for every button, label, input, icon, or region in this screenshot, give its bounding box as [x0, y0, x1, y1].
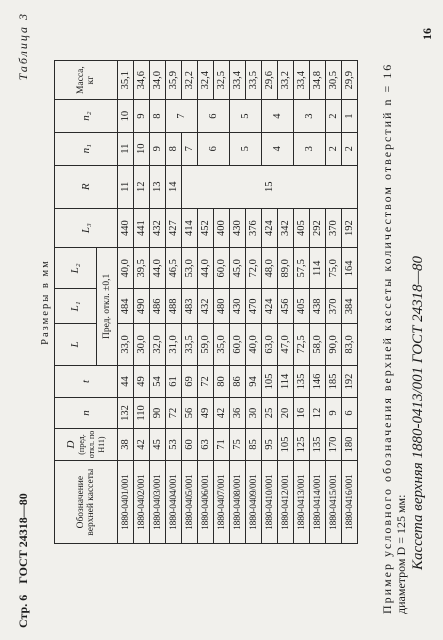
cell-L: 47,0 [278, 324, 294, 365]
cell-L2: 46,5 [166, 248, 182, 289]
cell-des: 1880-0410/001 [262, 461, 278, 544]
cell-L1: 432 [198, 289, 214, 324]
cell-des: 1880-0405/001 [182, 461, 198, 544]
cell-L3: 342 [278, 209, 294, 248]
cell-mass: 34,8 [310, 61, 326, 100]
cell-n: 20 [278, 398, 294, 428]
col-R: R [55, 165, 118, 209]
cell-des: 1880-0416/001 [342, 461, 358, 544]
cell-L1: 486 [150, 289, 166, 324]
cell-R: 11 [118, 165, 134, 209]
cell-L: 90,0 [326, 324, 342, 365]
col-L3: L₃ [55, 209, 118, 248]
cell-n1: 3 [294, 132, 326, 165]
cell-L2: 60,0 [214, 248, 230, 289]
cell-des: 1880-0415/001 [326, 461, 342, 544]
cell-D: 75 [230, 428, 246, 461]
col-L1: L₁ [55, 289, 97, 324]
col-t: t [55, 365, 118, 398]
col-n1: n₁ [55, 132, 118, 165]
cell-R: 13 [150, 165, 166, 209]
cell-n1: 7 [182, 132, 198, 165]
cell-des: 1880-0401/001 [118, 461, 134, 544]
designation-example [380, 14, 408, 614]
table-body [118, 61, 358, 544]
cell-t: 49 [134, 365, 150, 398]
cell-n1: 2 [326, 132, 342, 165]
cell-L: 33,0 [118, 324, 134, 365]
cell-t: 61 [166, 365, 182, 398]
table-row [230, 61, 246, 544]
cell-n: 132 [118, 398, 134, 428]
cell-L: 60,0 [230, 324, 246, 365]
cassette-designation: Кассета верхняя 1880-0413/001 ГОСТ 24318—80 [410, 256, 426, 570]
cell-L1: 424 [262, 289, 278, 324]
col-L2: L₂ [55, 248, 97, 289]
cell-L1: 470 [246, 289, 262, 324]
cell-t: 192 [342, 365, 358, 398]
cell-L: 40,0 [246, 324, 262, 365]
cell-D: 53 [166, 428, 182, 461]
cell-L3: 430 [230, 209, 246, 248]
cell-n1: 5 [230, 132, 262, 165]
cell-n: 90 [150, 398, 166, 428]
cell-R: 12 [134, 165, 150, 209]
cell-n: 6 [342, 398, 358, 428]
cell-L3: 440 [118, 209, 134, 248]
cell-D: 85 [246, 428, 262, 461]
cell-t: 80 [214, 365, 230, 398]
cell-t: 105 [262, 365, 278, 398]
cell-D: 60 [182, 428, 198, 461]
cell-des: 1880-0404/001 [166, 461, 182, 544]
cell-t: 69 [182, 365, 198, 398]
cell-des: 1880-0406/001 [198, 461, 214, 544]
cell-n: 16 [294, 398, 310, 428]
cell-mass: 35,1 [118, 61, 134, 100]
cell-L3: 192 [342, 209, 358, 248]
cell-n2: 10 [118, 100, 134, 133]
cell-D: 63 [198, 428, 214, 461]
cell-des: 1880-0412/001 [278, 461, 294, 544]
cell-des: 1880-0402/001 [134, 461, 150, 544]
cell-L2: 44,0 [198, 248, 214, 289]
cell-des: 1880-0403/001 [150, 461, 166, 544]
cell-L3: 427 [166, 209, 182, 248]
cell-mass: 35,9 [166, 61, 182, 100]
table-row [198, 61, 214, 544]
col-mass: Масса, кг [55, 61, 118, 100]
tolerance-note: Пред. откл. ±0,1 [97, 248, 118, 365]
cell-L3: 400 [214, 209, 230, 248]
cell-L3: 405 [294, 209, 310, 248]
cell-des: 1880-0413/001 [294, 461, 310, 544]
cell-t: 86 [230, 365, 246, 398]
cell-mass: 29,9 [342, 61, 358, 100]
table-row [294, 61, 310, 544]
cell-L3: 414 [182, 209, 198, 248]
cell-L2: 45,0 [230, 248, 246, 289]
cell-L: 59,0 [198, 324, 214, 365]
cell-L1: 456 [278, 289, 294, 324]
table-row [342, 61, 358, 544]
cell-n: 30 [246, 398, 262, 428]
cell-mass: 33,2 [278, 61, 294, 100]
gost-label: ГОСТ 24318—80 [16, 493, 30, 584]
cell-mass: 33,4 [294, 61, 310, 100]
cell-R-merged: 15 [182, 165, 358, 209]
cell-n: 72 [166, 398, 182, 428]
dimensions-title: Размеры в мм [40, 259, 51, 345]
cell-n2: 1 [342, 100, 358, 133]
cell-L: 32,0 [150, 324, 166, 365]
cell-n1: 9 [150, 132, 166, 165]
cell-L: 30,0 [134, 324, 150, 365]
cell-L2: 72,0 [246, 248, 262, 289]
cell-D: 105 [278, 428, 294, 461]
cell-t: 44 [118, 365, 134, 398]
cell-L3: 432 [150, 209, 166, 248]
cell-L1: 488 [166, 289, 182, 324]
cell-n2: 8 [150, 100, 166, 133]
cell-L1: 438 [310, 289, 326, 324]
cell-L1: 484 [118, 289, 134, 324]
cell-n: 25 [262, 398, 278, 428]
cell-t: 135 [294, 365, 310, 398]
cell-n1: 10 [134, 132, 150, 165]
cell-D: 180 [342, 428, 358, 461]
cell-D: 95 [262, 428, 278, 461]
cell-mass: 33,5 [246, 61, 262, 100]
cell-L1: 483 [182, 289, 198, 324]
cell-L: 35,0 [214, 324, 230, 365]
cell-t: 72 [198, 365, 214, 398]
cell-D: 135 [310, 428, 326, 461]
table-header [55, 61, 118, 544]
cell-mass: 32,2 [182, 61, 198, 100]
table-row [166, 61, 182, 544]
cell-n: 9 [326, 398, 342, 428]
cell-L1: 480 [214, 289, 230, 324]
cell-n2: 2 [326, 100, 342, 133]
example-lead: Пример условного обозначения верхней кассеты количеством отверстий n = 16 [380, 62, 394, 614]
cell-n1: 11 [118, 132, 134, 165]
cell-L2: 44,0 [150, 248, 166, 289]
cell-mass: 29,6 [262, 61, 278, 100]
table-row [134, 61, 150, 544]
page-label: Стр. 6 [16, 594, 30, 628]
cell-L: 58,0 [310, 324, 326, 365]
cell-L2: 57,5 [294, 248, 310, 289]
col-L: L [55, 324, 97, 365]
page-header [16, 12, 31, 628]
dimensions-table [54, 60, 358, 544]
cell-n: 56 [182, 398, 198, 428]
cell-L: 83,0 [342, 324, 358, 365]
cell-t: 185 [326, 365, 342, 398]
page-number: 16 [420, 28, 434, 40]
cell-mass: 30,5 [326, 61, 342, 100]
cell-mass: 34,0 [150, 61, 166, 100]
cell-n2: 4 [262, 100, 294, 133]
table-label: Таблица 3 [16, 12, 30, 81]
cell-L3: 441 [134, 209, 150, 248]
cell-L1: 370 [326, 289, 342, 324]
cell-L2: 39,5 [134, 248, 150, 289]
cell-n: 49 [198, 398, 214, 428]
dimensions-table-wrap [54, 60, 358, 544]
cell-n1: 8 [166, 132, 182, 165]
cell-L1: 490 [134, 289, 150, 324]
cell-D: 38 [118, 428, 134, 461]
cell-D: 42 [134, 428, 150, 461]
table-row [326, 61, 342, 544]
col-n2: n₂ [55, 100, 118, 133]
cell-des: 1880-0414/001 [310, 461, 326, 544]
example-tail: диаметром D = 125 мм: [394, 494, 408, 614]
cell-des: 1880-0407/001 [214, 461, 230, 544]
cell-n: 12 [310, 398, 326, 428]
cell-n2: 5 [230, 100, 262, 133]
cell-n2: 9 [134, 100, 150, 133]
cell-n: 42 [214, 398, 230, 428]
cell-L3: 424 [262, 209, 278, 248]
cell-n: 110 [134, 398, 150, 428]
cell-t: 94 [246, 365, 262, 398]
col-designation: Обозначение верхней кассеты [55, 461, 118, 544]
cell-n: 36 [230, 398, 246, 428]
cell-L3: 292 [310, 209, 326, 248]
col-n: n [55, 398, 118, 428]
table-row [262, 61, 278, 544]
cell-L2: 75,0 [326, 248, 342, 289]
cell-L2: 164 [342, 248, 358, 289]
cell-L1: 405 [294, 289, 310, 324]
cell-n1: 2 [342, 132, 358, 165]
cell-n2: 7 [166, 100, 198, 133]
cell-des: 1880-0409/001 [246, 461, 262, 544]
cell-n2: 6 [198, 100, 230, 133]
table-row [150, 61, 166, 544]
cell-n1: 4 [262, 132, 294, 165]
cell-t: 114 [278, 365, 294, 398]
cell-mass: 32,4 [198, 61, 214, 100]
cell-L2: 114 [310, 248, 326, 289]
cell-t: 146 [310, 365, 326, 398]
col-D: D (пред. откл. по H11) [55, 428, 118, 461]
cell-D: 125 [294, 428, 310, 461]
cell-L3: 376 [246, 209, 262, 248]
cell-mass: 33,4 [230, 61, 246, 100]
cell-L: 72,5 [294, 324, 310, 365]
cell-n2: 3 [294, 100, 326, 133]
cell-n1: 6 [198, 132, 230, 165]
cell-mass: 32,5 [214, 61, 230, 100]
cell-L1: 384 [342, 289, 358, 324]
cell-D: 45 [150, 428, 166, 461]
cell-L2: 40,0 [118, 248, 134, 289]
table-row [118, 61, 134, 544]
cell-L3: 452 [198, 209, 214, 248]
cell-L3: 370 [326, 209, 342, 248]
cell-t: 54 [150, 365, 166, 398]
cell-L: 63,0 [262, 324, 278, 365]
cell-L2: 89,0 [278, 248, 294, 289]
cell-L2: 48,0 [262, 248, 278, 289]
cell-L1: 430 [230, 289, 246, 324]
cell-R: 14 [166, 165, 182, 209]
cell-L: 33,5 [182, 324, 198, 365]
cell-des: 1880-0408/001 [230, 461, 246, 544]
cell-D: 170 [326, 428, 342, 461]
cell-L2: 53,0 [182, 248, 198, 289]
cell-D: 71 [214, 428, 230, 461]
cell-mass: 34,6 [134, 61, 150, 100]
cell-L: 31,0 [166, 324, 182, 365]
table-row [182, 61, 198, 544]
